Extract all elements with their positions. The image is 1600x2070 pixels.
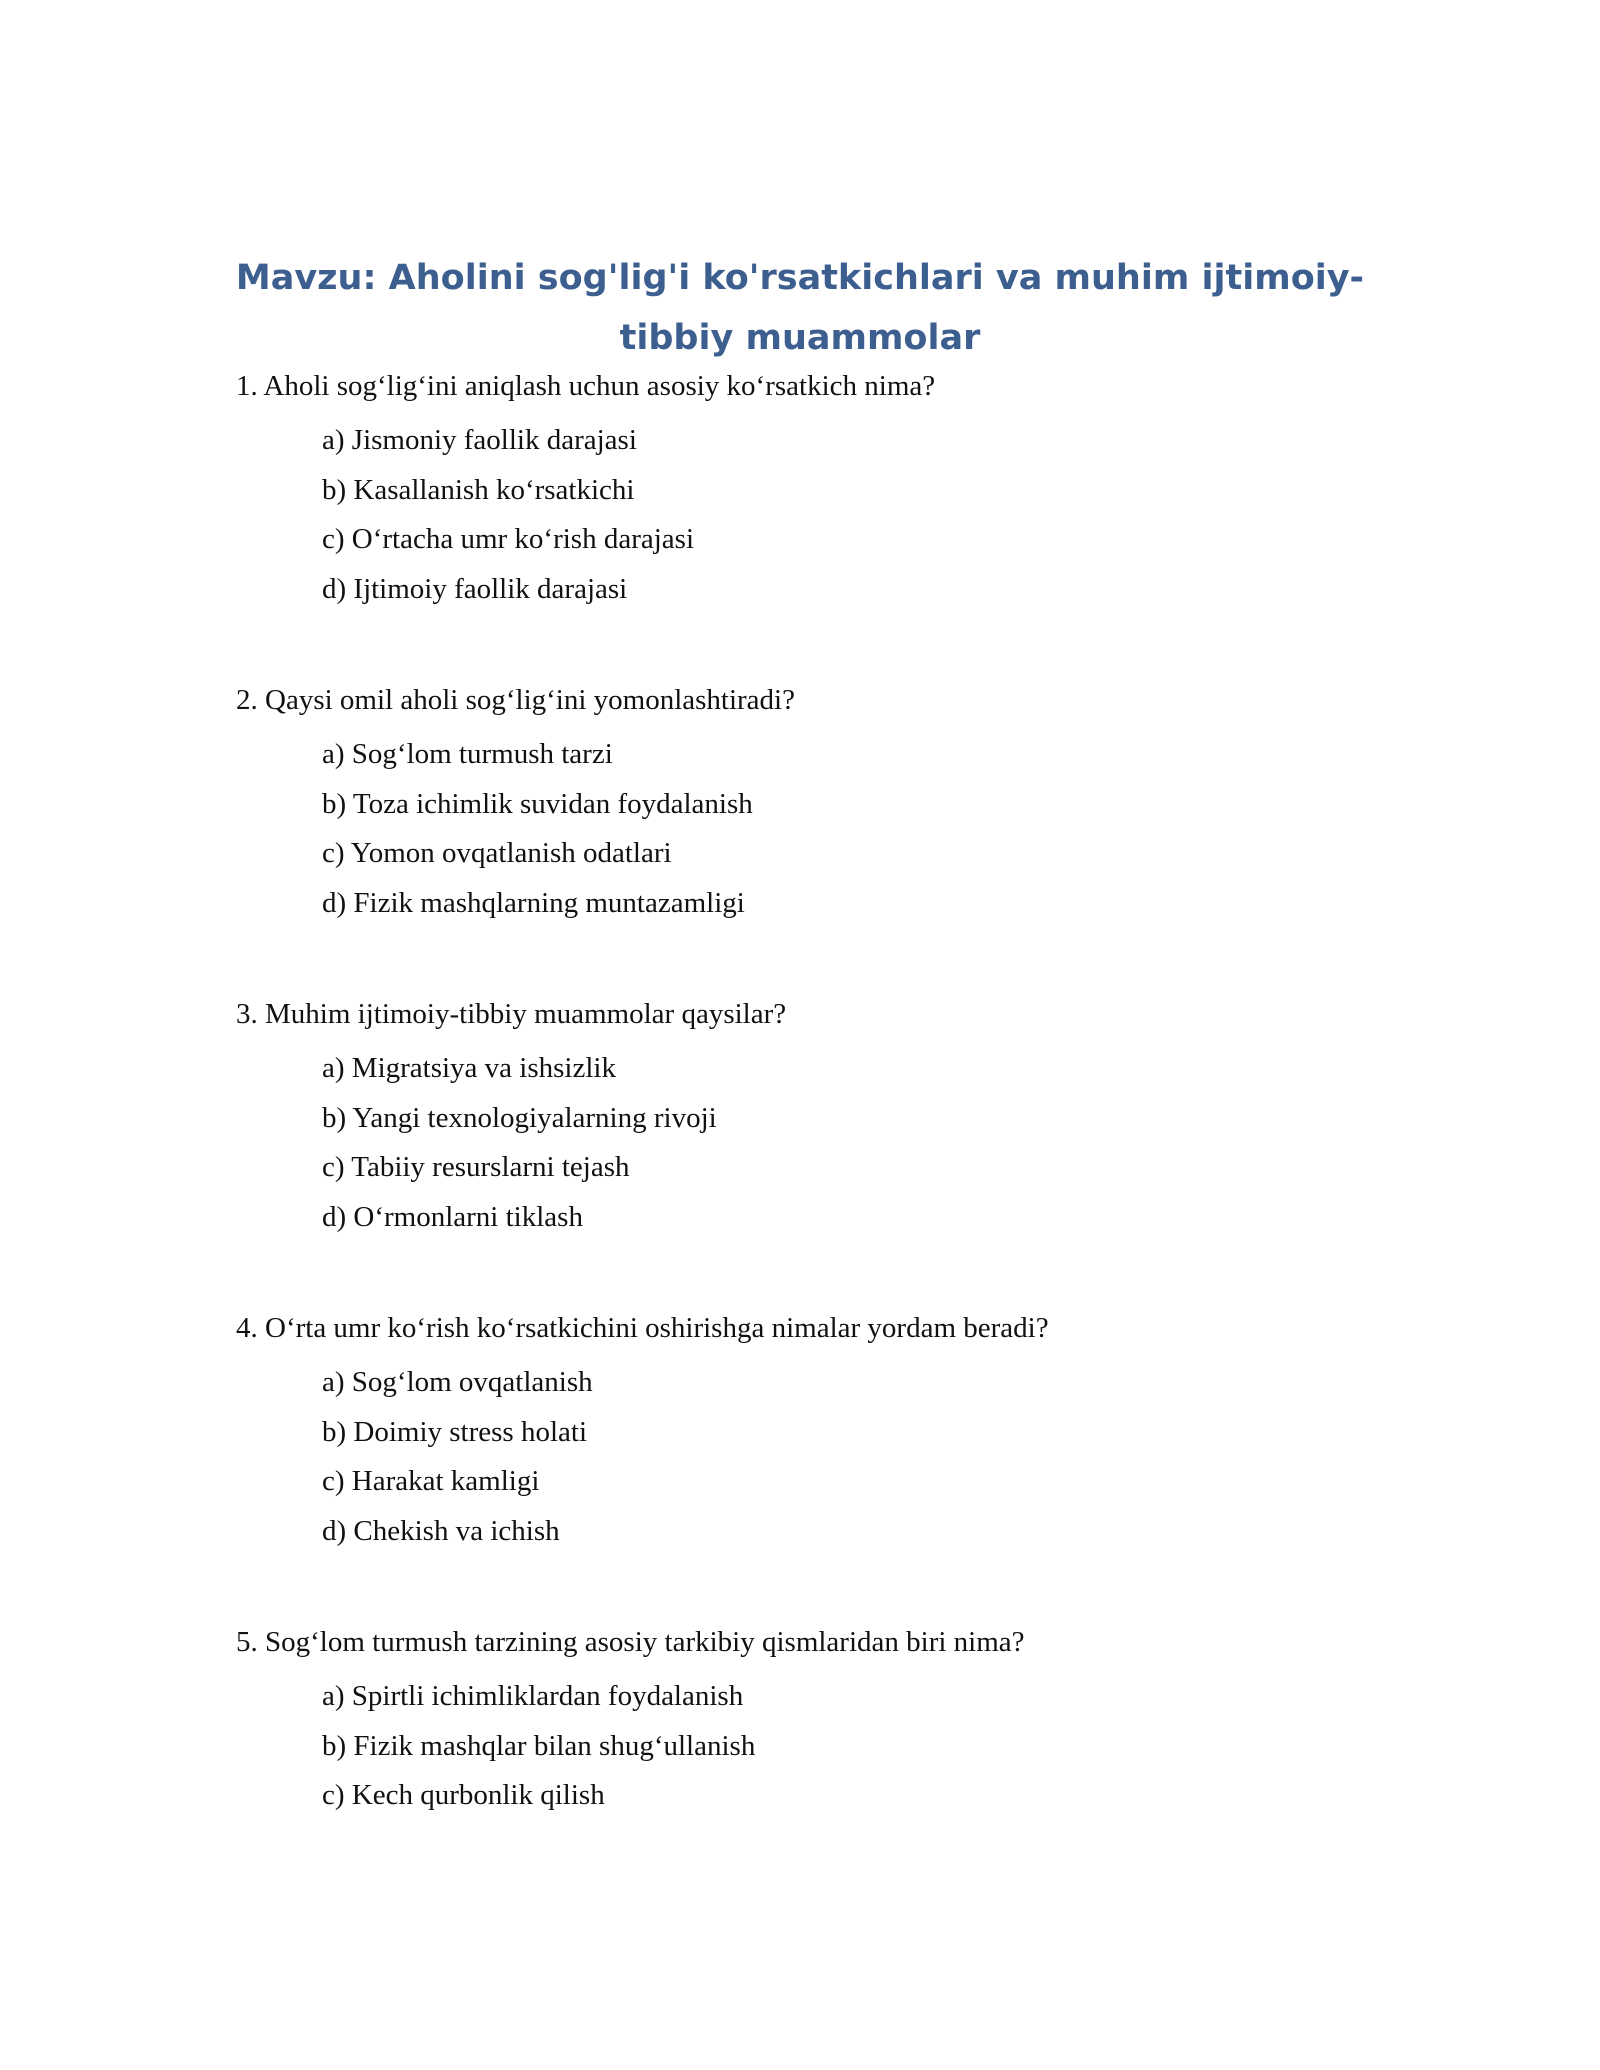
question-item [236, 366, 1416, 614]
answer-option: c) Tabiiy resurslarni tejash [322, 1151, 630, 1183]
answer-option: d) Ijtimoiy faollik darajasi [322, 572, 628, 605]
question-text: 5. Sog‘lom turmush tarzining asosiy tarkibiy qismlaridan biri nima? [236, 1626, 1025, 1658]
answer-option: b) Kasallanish ko‘rsatkichi [322, 473, 635, 506]
answer-option: c) Kech qurbonlik qilish [322, 1779, 605, 1811]
question-text: 1. Aholi sog‘lig‘ini aniqlash uchun asosiy ko‘rsatkich nima? [236, 370, 936, 402]
question-text: 2. Qaysi omil aholi sog‘lig‘ini yomonlashtiradi? [236, 684, 795, 716]
question-list [236, 366, 1416, 1887]
answer-options [236, 1044, 1416, 1242]
answer-option: a) Jismoniy faollik darajasi [322, 424, 637, 456]
answer-options [236, 1672, 1416, 1821]
answer-option: b) Fizik mashqlar bilan shug‘ullanish [322, 1729, 756, 1762]
question-item [236, 680, 1416, 928]
question-text: 3. Muhim ijtimoiy-tibbiy muammolar qaysilar? [236, 998, 787, 1030]
answer-option: a) Sog‘lom ovqatlanish [322, 1366, 593, 1398]
answer-options [236, 1358, 1416, 1556]
answer-option: a) Sog‘lom turmush tarzi [322, 738, 613, 770]
answer-option: b) Yangi texnologiyalarning rivoji [322, 1101, 717, 1134]
answer-option: d) Chekish va ichish [322, 1514, 560, 1547]
answer-option: d) O‘rmonlarni tiklash [322, 1200, 583, 1233]
answer-options [236, 416, 1416, 614]
answer-option: a) Spirtli ichimliklardan foydalanish [322, 1680, 744, 1712]
question-item [236, 1622, 1416, 1821]
answer-option: c) O‘rtacha umr ko‘rish darajasi [322, 523, 695, 555]
answer-option: b) Toza ichimlik suvidan foydalanish [322, 787, 753, 820]
answer-options [236, 730, 1416, 928]
answer-option: b) Doimiy stress holati [322, 1415, 588, 1448]
answer-option: a) Migratsiya va ishsizlik [322, 1052, 616, 1084]
answer-option: c) Harakat kamligi [322, 1465, 540, 1497]
answer-option: c) Yomon ovqatlanish odatlari [322, 837, 672, 869]
question-item [236, 994, 1416, 1242]
question-text: 4. O‘rta umr ko‘rish ko‘rsatkichini oshirishga nimalar yordam beradi? [236, 1312, 1049, 1344]
question-item [236, 1308, 1416, 1556]
page-title: Mavzu: Aholini sog'lig'i ko'rsatkichlari va muhim ijtimoiy-tibbiy muammolar [235, 258, 1365, 358]
answer-option: d) Fizik mashqlarning muntazamligi [322, 886, 745, 919]
